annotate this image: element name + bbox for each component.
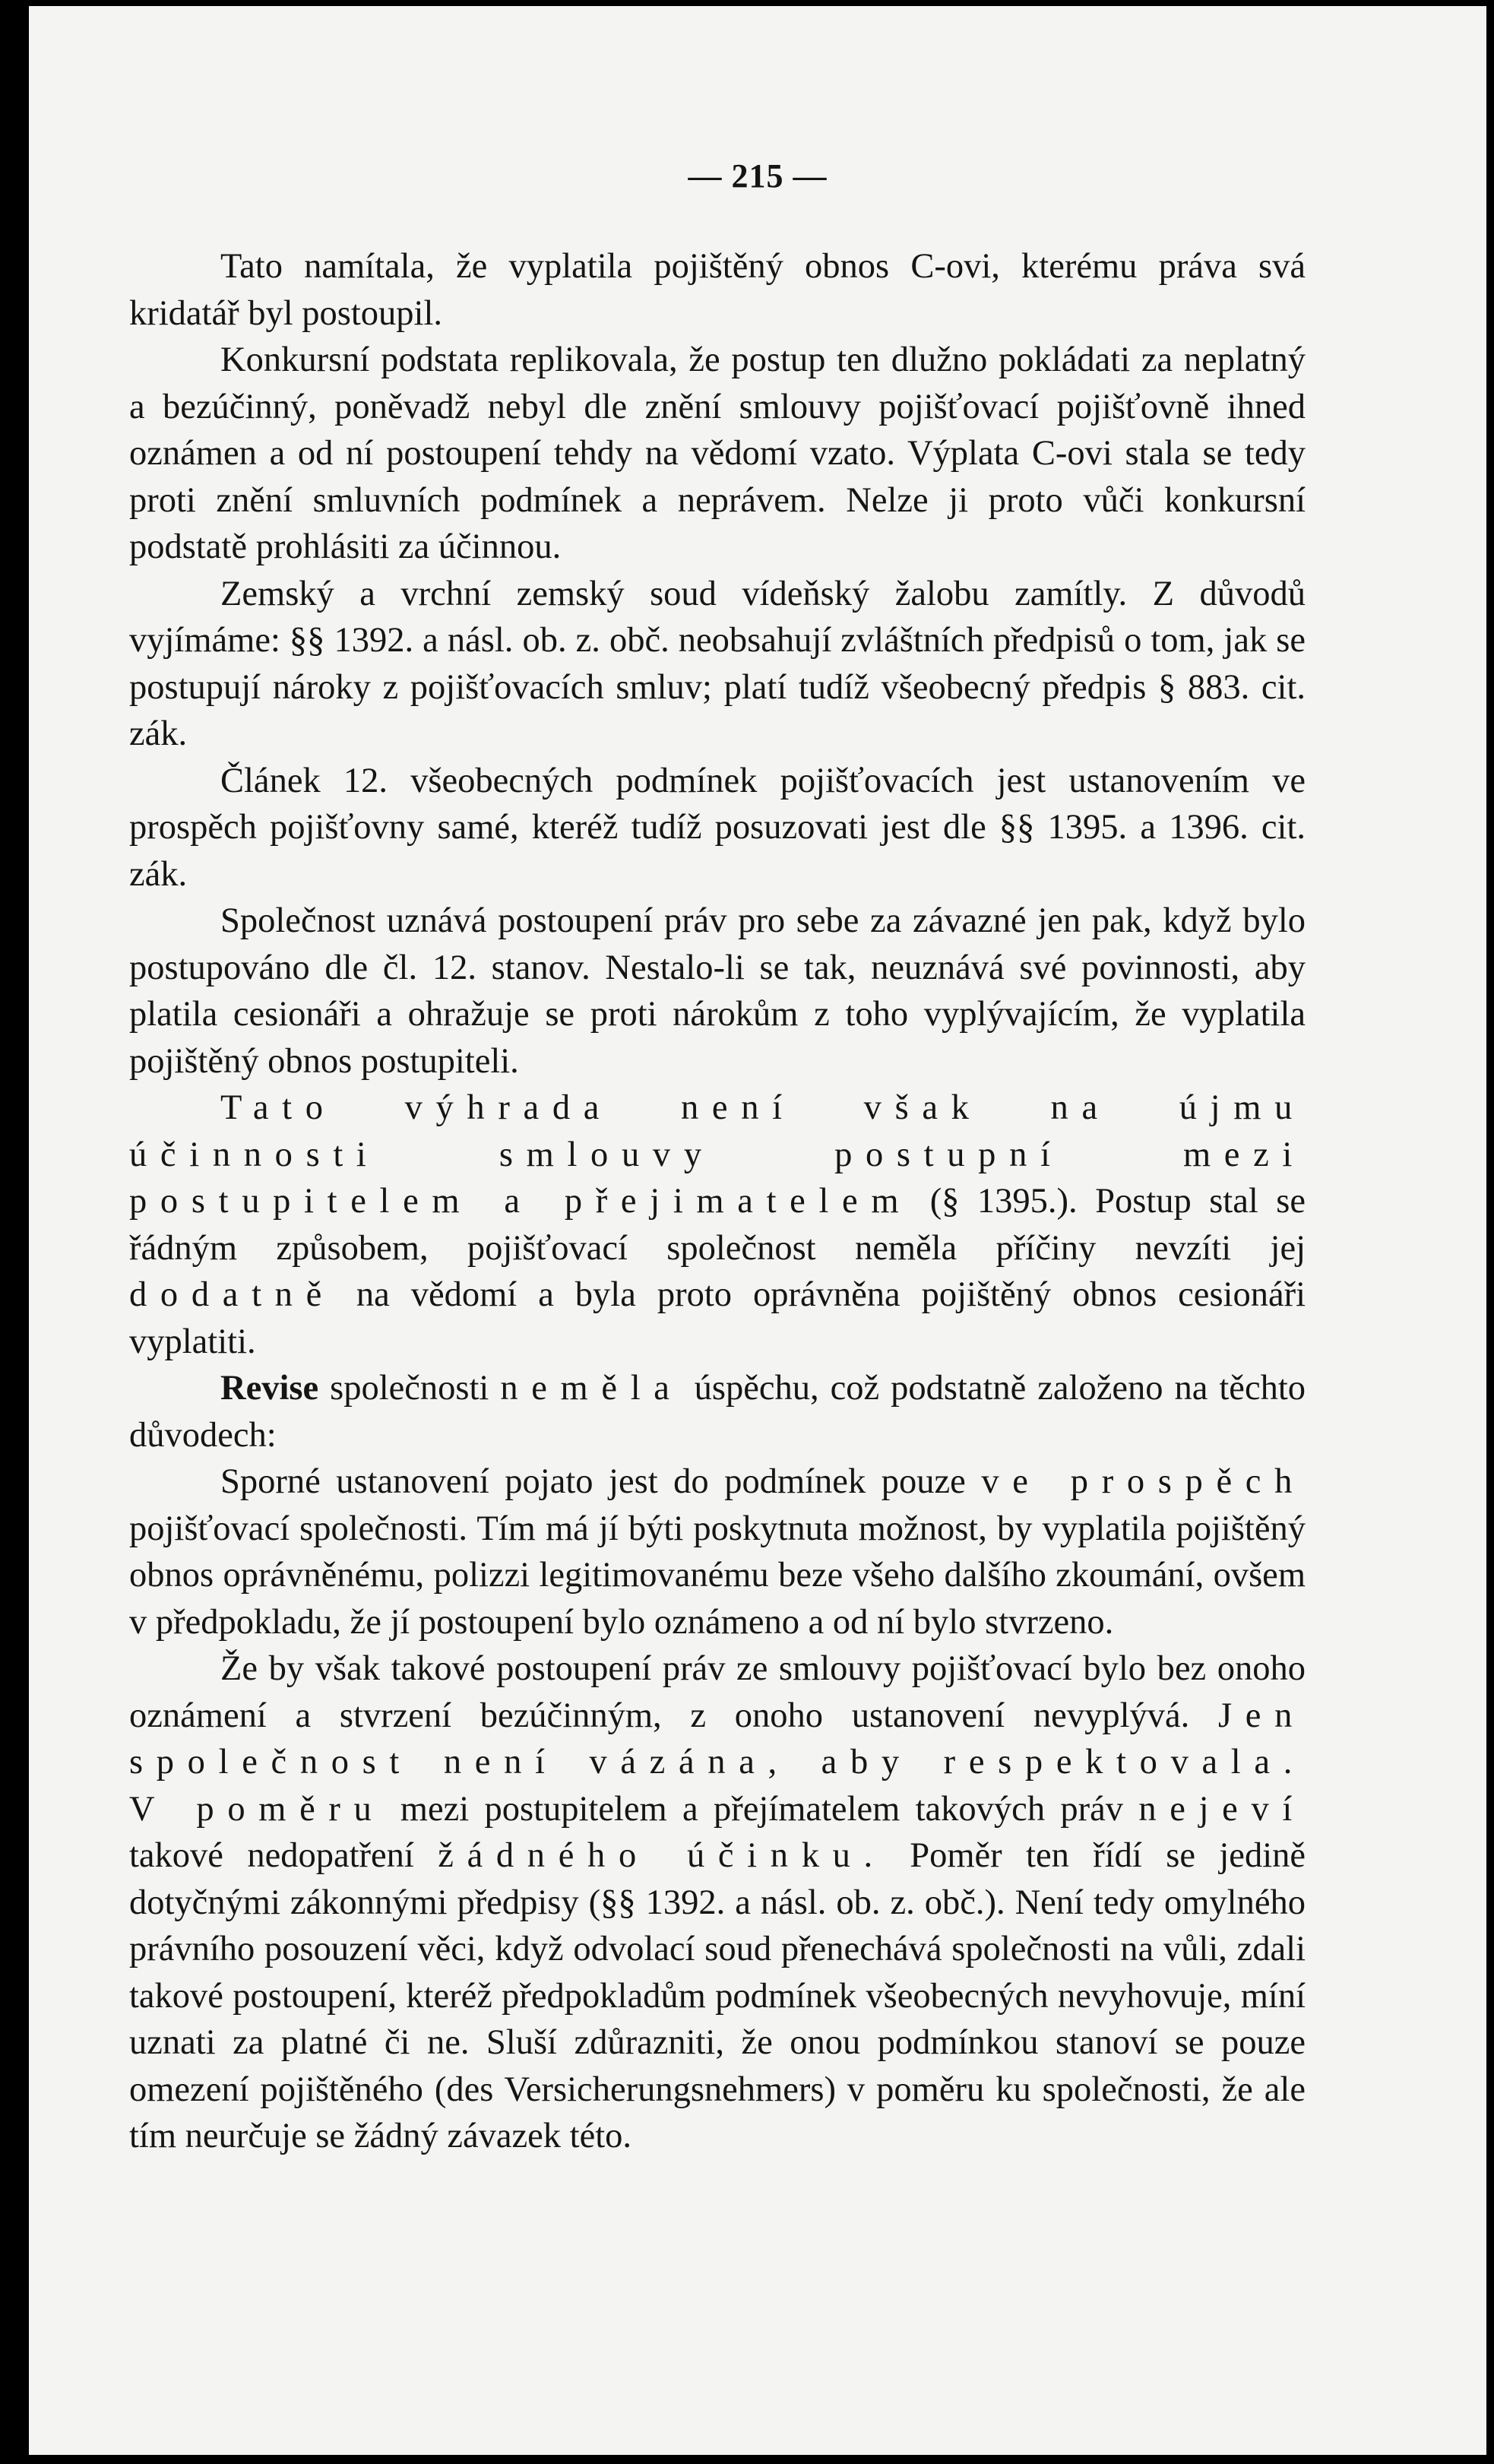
paragraph-text-segment: Sporné ustanovení pojato jest do podmínek pouze (220, 1462, 982, 1501)
paragraph-text-segment: Společnost uznává postoupení práv pro sebe za závazné jen pak, když bylo postupováno dle čl. 12. stanov. Nestalo-li se tak, neuznává své povinnosti, aby platila cesionáři a ohražuje se proti nárokům z toho vyplývajícím, že vyplatila pojištěný obnos postupiteli. (129, 901, 1306, 1081)
paragraph-p5 (129, 898, 1306, 1085)
paragraph-text-segment: neměla (500, 1369, 683, 1408)
paragraph-text-segment: úspěchu, což podstatně založeno na těchto důvodech: (129, 1369, 1306, 1455)
paragraph-text-segment: na vědomí a byla proto oprávněna pojištěný obnos cesionáři vyplatiti. (129, 1275, 1306, 1361)
paragraph-p8 (129, 1458, 1306, 1645)
paragraph-text-segment: Jen společnost není vázána, aby respektovala. V poměru (129, 1696, 1306, 1829)
paragraph-text-segment: Že by však takové postoupení práv ze smlouvy pojišťovací bylo bez onoho oznámení a stvrzení bezúčinným, z onoho ustanovení nevyplývá. (129, 1649, 1306, 1735)
paragraph-p6 (129, 1085, 1306, 1365)
paragraph-p7 (129, 1365, 1306, 1458)
paragraph-p2 (129, 337, 1306, 571)
body-text (129, 243, 1306, 2160)
paragraph-p4 (129, 758, 1306, 898)
page-number: — 215 — (688, 157, 828, 195)
paragraph-text-segment: Konkursní podstata replikovala, že postup ten dlužno pokládati za neplatný a bezúčinný, poněvadž nebyl dle znění smlouvy pojišťovací pojišťovně ihned oznámen a od ní postoupení tehdy na vědomí vzato. Výplata C-ovi stala se tedy proti znění smluvních podmínek a neprávem. Nelze ji proto vůči konkursní podstatě prohlásiti za účinnou. (129, 340, 1306, 566)
document-page (29, 6, 1486, 2455)
paragraph-p3 (129, 571, 1306, 758)
paragraph-text-segment: Článek 12. všeobecných podmínek pojišťovacích jest ustanovením ve prospěch pojišťovny samé, kteréž tudíž posuzovati jest dle §§ 1395. a 1396. cit. zák. (129, 761, 1306, 894)
paragraph-text-segment: nejeví (1138, 1789, 1306, 1829)
paragraph-text-segment: pojišťovací společnosti. Tím má jí býti poskytnuta možnost, by vyplatila pojištěný obnos oprávněnému, polizzi legitimovanému beze všeho dalšího zkoumání, ovšem v předpokladu, že jí postoupení bylo oznámeno a od ní bylo stvrzeno. (129, 1509, 1306, 1642)
paragraph-text-segment: ve prospěch (981, 1462, 1306, 1501)
paragraph-text-segment: žádného účinku. (438, 1836, 886, 1875)
paragraph-text-segment: (§ 1395.). Postup stal se řádným způsobem, pojišťovací společnost neměla příčiny nevzíti jej (129, 1182, 1306, 1268)
paragraph-text-segment: dodatně (129, 1275, 335, 1314)
paragraph-text-segment: Poměr ten řídí se jedině dotyčnými zákonnými předpisy (§§ 1392. a násl. ob. z. obč.). Není tedy omylného právního posouzení věci, když odvolací soud přenechává společnosti na vůli, zdali takové postoupení, kteréž předpokladům podmínek všeobecných nevyhovuje, míní uznati za platné či ne. Sluší zdůrazniti, že onou podmínkou stanoví se pouze omezení pojištěného (des Versicherungsnehmers) v poměru ku společnosti, že ale tím neurčuje se žádný závazek této. (129, 1836, 1306, 2155)
paragraph-text-segment: společnosti (318, 1369, 501, 1408)
paragraph-text-segment: Zemský a vrchní zemský soud vídeňský žalobu zamítly. Z důvodů vyjímáme: §§ 1392. a násl. ob. z. obč. neobsahují zvláštních předpisů o tom, jak se postupují nároky z pojišťovacích smluv; platí tudíž všeobecný předpis § 883. cit. zák. (129, 574, 1306, 753)
paragraph-p1 (129, 243, 1306, 337)
paragraph-text-segment: Revise (220, 1369, 319, 1408)
paragraph-p9 (129, 1645, 1306, 2160)
paragraph-text-segment: Tato namítala, že vyplatila pojištěný obnos C-ovi, kterému práva svá kridatář byl postoupil. (129, 247, 1306, 333)
paragraph-text-segment: takové nedopatření (129, 1836, 438, 1875)
paragraph-text-segment: Tato výhrada není však na újmu účinnosti smlouvy postupní mezi postupitelem a přejimatelem (129, 1088, 1306, 1221)
paragraph-text-segment: mezi postupitelem a přejímatelem takových práv (385, 1789, 1139, 1829)
